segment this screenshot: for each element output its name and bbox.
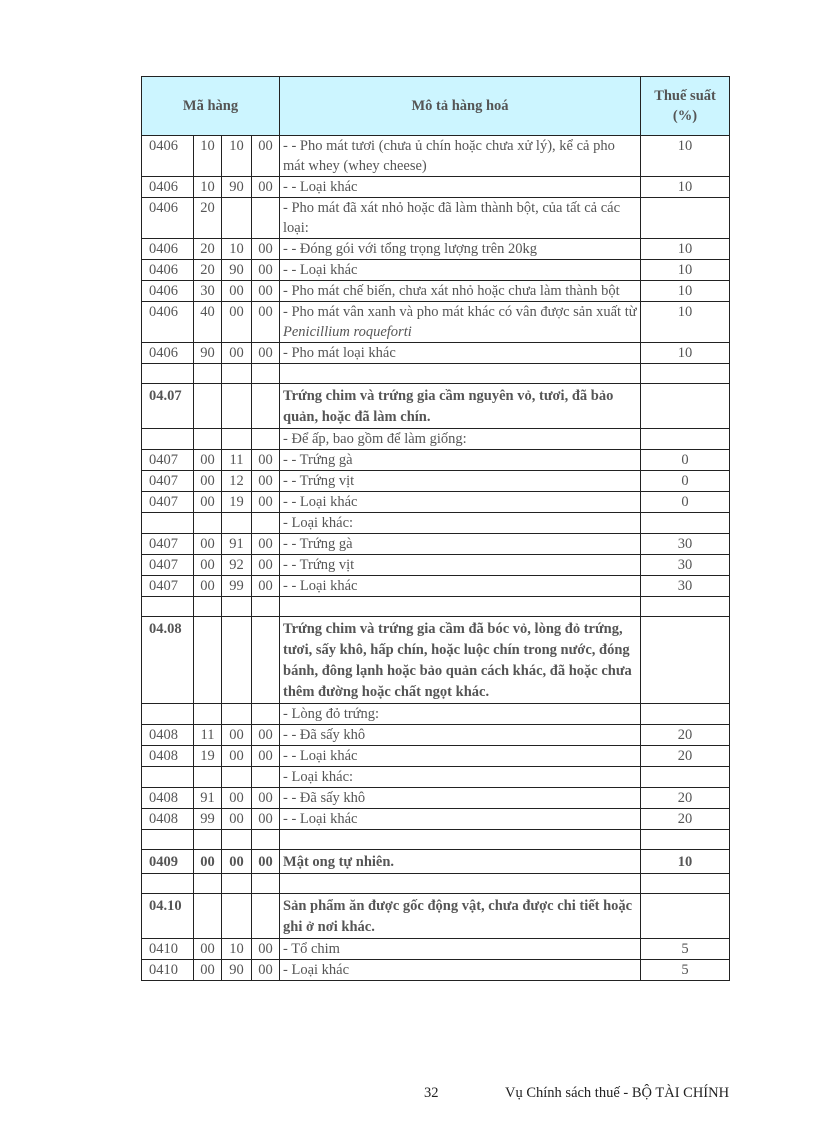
rate-cell: 10	[641, 136, 730, 177]
code-cell: 11	[194, 725, 222, 746]
code-cell: 00	[252, 939, 280, 960]
header-code: Mã hàng	[142, 77, 280, 136]
table-row	[142, 177, 730, 198]
code-cell	[194, 429, 222, 450]
rate-cell	[641, 894, 730, 939]
description-cell: - - Trứng vịt	[280, 555, 641, 576]
heading-row	[142, 617, 730, 704]
table-row	[142, 450, 730, 471]
code-cell	[222, 704, 252, 725]
description-cell: Trứng chim và trứng gia cầm đã bóc vỏ, lòng đỏ trứng, tươi, sấy khô, hấp chín, hoặc luộc chín trong nước, đóng bánh, đông lạnh hoặc bảo quản cách khác, đã hoặc chưa thêm đường hoặc chất ngọt khác.	[280, 617, 641, 704]
description-cell: - - Trứng gà	[280, 450, 641, 471]
rate-cell: 20	[641, 725, 730, 746]
code-cell: 90	[222, 960, 252, 981]
code-cell	[222, 198, 252, 239]
code-cell: 00	[252, 809, 280, 830]
table-row	[142, 809, 730, 830]
description-cell: - Pho mát loại khác	[280, 343, 641, 364]
rate-cell	[641, 830, 730, 850]
description-cell: - Pho mát đã xát nhỏ hoặc đã làm thành bột, của tất cả các loại:	[280, 198, 641, 239]
code-cell: 00	[252, 492, 280, 513]
table-row	[142, 260, 730, 281]
code-cell: 00	[252, 534, 280, 555]
code-cell: 00	[252, 788, 280, 809]
heading-row	[142, 894, 730, 939]
description-cell	[280, 874, 641, 894]
code-cell: 00	[252, 746, 280, 767]
description-cell: - Loại khác	[280, 960, 641, 981]
code-cell	[252, 513, 280, 534]
code-cell: 04.08	[142, 617, 194, 704]
rate-cell: 10	[641, 239, 730, 260]
code-cell	[222, 364, 252, 384]
code-cell: 92	[222, 555, 252, 576]
header-rate: Thuế suất (%)	[641, 77, 730, 136]
description-cell: - Lòng đỏ trứng:	[280, 704, 641, 725]
code-cell: 40	[194, 302, 222, 343]
code-cell: 20	[194, 239, 222, 260]
code-cell	[194, 704, 222, 725]
table-row	[142, 429, 730, 450]
code-cell: 00	[252, 260, 280, 281]
code-cell: 20	[194, 198, 222, 239]
description-cell: - Tổ chim	[280, 939, 641, 960]
code-cell	[222, 617, 252, 704]
code-cell	[252, 364, 280, 384]
rate-cell: 5	[641, 960, 730, 981]
description-cell: - - Loại khác	[280, 177, 641, 198]
code-cell: 0407	[142, 471, 194, 492]
code-cell	[222, 384, 252, 429]
rate-cell	[641, 429, 730, 450]
code-cell: 10	[222, 239, 252, 260]
description-cell: - - Đã sấy khô	[280, 788, 641, 809]
code-cell: 0408	[142, 809, 194, 830]
code-cell	[194, 874, 222, 894]
description-cell	[280, 302, 641, 343]
code-cell: 0407	[142, 555, 194, 576]
code-cell	[194, 513, 222, 534]
description-cell	[280, 364, 641, 384]
code-cell	[222, 830, 252, 850]
code-cell: 00	[252, 239, 280, 260]
code-cell: 30	[194, 281, 222, 302]
code-cell: 00	[252, 471, 280, 492]
code-cell	[142, 364, 194, 384]
blank-row	[142, 364, 730, 384]
code-cell	[252, 894, 280, 939]
code-cell: 04.10	[142, 894, 194, 939]
rate-cell: 10	[641, 281, 730, 302]
rate-cell: 0	[641, 492, 730, 513]
blank-row	[142, 830, 730, 850]
code-cell: 00	[222, 725, 252, 746]
table-row	[142, 746, 730, 767]
code-cell: 0406	[142, 177, 194, 198]
table-row	[142, 492, 730, 513]
code-cell: 19	[194, 746, 222, 767]
tariff-table	[141, 76, 730, 981]
code-cell	[252, 597, 280, 617]
description-cell: - Loại khác:	[280, 767, 641, 788]
rate-cell: 0	[641, 471, 730, 492]
code-cell	[194, 364, 222, 384]
table-header-row	[142, 77, 730, 136]
page-number: 32	[424, 1085, 439, 1101]
rate-cell: 5	[641, 939, 730, 960]
rate-cell	[641, 198, 730, 239]
code-cell: 00	[222, 809, 252, 830]
description-cell: - - Trứng vịt	[280, 471, 641, 492]
rate-cell	[641, 597, 730, 617]
table-row	[142, 960, 730, 981]
code-cell: 00	[194, 471, 222, 492]
rate-cell	[641, 513, 730, 534]
code-cell	[252, 198, 280, 239]
header-description: Mô tả hàng hoá	[280, 77, 641, 136]
code-cell: 0406	[142, 281, 194, 302]
code-cell: 99	[194, 809, 222, 830]
code-cell: 0406	[142, 260, 194, 281]
code-cell	[222, 429, 252, 450]
description-cell: - - Loại khác	[280, 492, 641, 513]
code-cell: 00	[194, 576, 222, 597]
table-row	[142, 343, 730, 364]
code-cell: 91	[222, 534, 252, 555]
description-cell	[280, 597, 641, 617]
table-row	[142, 198, 730, 239]
code-cell: 00	[222, 850, 252, 874]
code-cell: 10	[222, 939, 252, 960]
table-row	[142, 555, 730, 576]
code-cell	[194, 767, 222, 788]
description-cell: - - Loại khác	[280, 809, 641, 830]
description-cell: - Để ấp, bao gồm để làm giống:	[280, 429, 641, 450]
code-cell: 00	[222, 788, 252, 809]
code-cell	[222, 767, 252, 788]
code-cell: 0407	[142, 534, 194, 555]
code-cell: 00	[252, 850, 280, 874]
code-cell	[194, 384, 222, 429]
table-row	[142, 534, 730, 555]
description-cell: - - Loại khác	[280, 746, 641, 767]
code-cell: 0406	[142, 136, 194, 177]
code-cell	[252, 767, 280, 788]
code-cell	[194, 597, 222, 617]
code-cell: 10	[194, 136, 222, 177]
code-cell	[252, 429, 280, 450]
description-cell: - Loại khác:	[280, 513, 641, 534]
code-cell: 00	[252, 177, 280, 198]
rate-cell	[641, 617, 730, 704]
table-row	[142, 136, 730, 177]
code-cell: 00	[194, 555, 222, 576]
code-cell: 04.07	[142, 384, 194, 429]
description-cell: Sản phẩm ăn được gốc động vật, chưa được chi tiết hoặc ghi ở nơi khác.	[280, 894, 641, 939]
code-cell: 00	[252, 725, 280, 746]
code-cell: 00	[252, 450, 280, 471]
code-cell	[142, 767, 194, 788]
code-cell: 91	[194, 788, 222, 809]
code-cell: 00	[252, 136, 280, 177]
code-cell: 0407	[142, 576, 194, 597]
description-cell: - - Pho mát tươi (chưa ủ chín hoặc chưa xử lý), kể cả pho mát whey (whey cheese)	[280, 136, 641, 177]
code-cell	[142, 874, 194, 894]
code-cell: 00	[252, 302, 280, 343]
rate-cell: 20	[641, 788, 730, 809]
description-cell: - - Trứng gà	[280, 534, 641, 555]
code-cell: 10	[194, 177, 222, 198]
code-cell	[142, 704, 194, 725]
table-row	[142, 281, 730, 302]
code-cell	[222, 894, 252, 939]
table-row	[142, 725, 730, 746]
table-row	[142, 788, 730, 809]
code-cell: 20	[194, 260, 222, 281]
code-cell: 90	[194, 343, 222, 364]
code-cell: 0406	[142, 343, 194, 364]
rate-cell: 10	[641, 850, 730, 874]
code-cell	[222, 513, 252, 534]
description-cell	[280, 830, 641, 850]
description-text: - Pho mát vân xanh và pho mát khác có vân được sản xuất từ	[283, 304, 637, 320]
rate-cell	[641, 364, 730, 384]
footer-organization: Vụ Chính sách thuế - BỘ TÀI CHÍNH	[505, 1085, 730, 1101]
description-cell: - - Loại khác	[280, 576, 641, 597]
code-cell: 0408	[142, 725, 194, 746]
table-row	[142, 767, 730, 788]
code-cell: 00	[194, 450, 222, 471]
code-cell: 00	[222, 343, 252, 364]
code-cell: 00	[194, 939, 222, 960]
rate-cell: 10	[641, 343, 730, 364]
code-cell: 00	[222, 746, 252, 767]
description-cell: Trứng chim và trứng gia cầm nguyên vỏ, tươi, đã bảo quản, hoặc đã làm chín.	[280, 384, 641, 429]
code-cell	[142, 597, 194, 617]
blank-row	[142, 597, 730, 617]
code-cell: 00	[194, 850, 222, 874]
code-cell: 90	[222, 260, 252, 281]
code-cell: 00	[194, 534, 222, 555]
code-cell: 0406	[142, 239, 194, 260]
rate-cell: 30	[641, 534, 730, 555]
code-cell: 00	[222, 302, 252, 343]
table-row	[142, 939, 730, 960]
code-cell: 00	[252, 576, 280, 597]
description-cell: Mật ong tự nhiên.	[280, 850, 641, 874]
code-cell	[252, 874, 280, 894]
description-cell: - - Đóng gói với tổng trọng lượng trên 20kg	[280, 239, 641, 260]
rate-cell: 20	[641, 746, 730, 767]
table-row	[142, 576, 730, 597]
table-body	[142, 136, 730, 981]
rate-cell: 30	[641, 555, 730, 576]
rate-cell: 20	[641, 809, 730, 830]
code-cell: 0407	[142, 450, 194, 471]
code-cell: 00	[252, 960, 280, 981]
heading-row	[142, 850, 730, 874]
code-cell: 0407	[142, 492, 194, 513]
code-cell: 10	[222, 136, 252, 177]
rate-cell	[641, 874, 730, 894]
code-cell	[142, 513, 194, 534]
code-cell: 99	[222, 576, 252, 597]
code-cell	[194, 830, 222, 850]
code-cell: 0409	[142, 850, 194, 874]
table-row	[142, 704, 730, 725]
heading-row	[142, 384, 730, 429]
code-cell	[142, 830, 194, 850]
code-cell: 0408	[142, 788, 194, 809]
blank-row	[142, 874, 730, 894]
table-row	[142, 513, 730, 534]
code-cell	[252, 384, 280, 429]
rate-cell	[641, 767, 730, 788]
code-cell: 19	[222, 492, 252, 513]
rate-cell: 30	[641, 576, 730, 597]
code-cell	[222, 597, 252, 617]
description-cell: - - Đã sấy khô	[280, 725, 641, 746]
code-cell: 00	[252, 555, 280, 576]
code-cell: 0408	[142, 746, 194, 767]
code-cell	[252, 704, 280, 725]
code-cell	[252, 617, 280, 704]
code-cell: 0406	[142, 198, 194, 239]
table-row	[142, 239, 730, 260]
rate-cell: 10	[641, 302, 730, 343]
table-row	[142, 302, 730, 343]
code-cell: 00	[222, 281, 252, 302]
code-cell	[194, 894, 222, 939]
rate-cell: 10	[641, 260, 730, 281]
rate-cell	[641, 384, 730, 429]
code-cell: 00	[194, 960, 222, 981]
code-cell	[252, 830, 280, 850]
code-cell: 12	[222, 471, 252, 492]
rate-cell: 0	[641, 450, 730, 471]
code-cell: 0406	[142, 302, 194, 343]
rate-cell	[641, 704, 730, 725]
code-cell: 0410	[142, 960, 194, 981]
code-cell: 00	[252, 343, 280, 364]
description-cell: - Pho mát chế biến, chưa xát nhỏ hoặc chưa làm thành bột	[280, 281, 641, 302]
code-cell: 00	[194, 492, 222, 513]
code-cell: 90	[222, 177, 252, 198]
table-row	[142, 471, 730, 492]
code-cell: 00	[252, 281, 280, 302]
code-cell	[142, 429, 194, 450]
code-cell	[194, 617, 222, 704]
code-cell	[222, 874, 252, 894]
code-cell: 0410	[142, 939, 194, 960]
rate-cell: 10	[641, 177, 730, 198]
description-cell: - - Loại khác	[280, 260, 641, 281]
description-italic-text: Penicillium roqueforti	[283, 324, 412, 340]
code-cell: 11	[222, 450, 252, 471]
